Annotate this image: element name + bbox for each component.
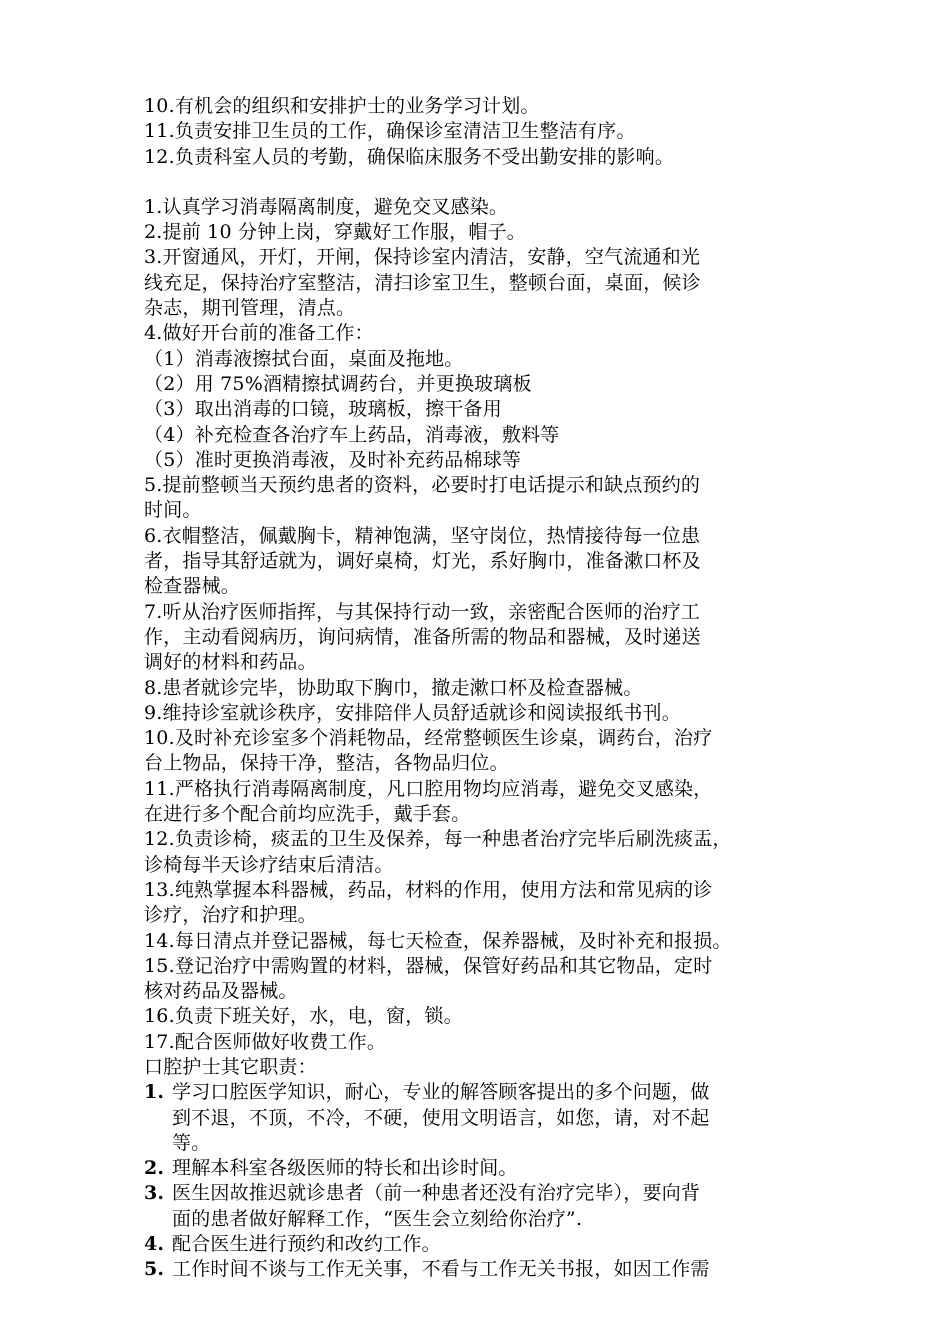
paragraph-line: 8.患者就诊完毕，协助取下胸巾，撤走漱口杯及检查器械。	[144, 676, 643, 699]
paragraph-line: 13.纯熟掌握本科器械，药品，材料的作用，使用方法和常见病的诊	[144, 878, 713, 901]
list-item-line: 工作时间不谈与工作无关事，不看与工作无关书报，如因工作需	[172, 1258, 710, 1281]
list-number: 2.	[144, 1157, 165, 1180]
paragraph-line: 1.认真学习消毒隔离制度，避免交叉感染。	[144, 195, 509, 218]
paragraph-line: （3）取出消毒的口镜，玻璃板，擦干备用	[144, 398, 502, 421]
list-item-line: 配合医生进行预约和改约工作。	[172, 1233, 441, 1256]
paragraph-line: 9.维持诊室就诊秩序，安排陪伴人员舒适就诊和阅读报纸书刊。	[144, 701, 681, 724]
list-item	[144, 1181, 824, 1232]
paragraph-line: 诊椅每半天诊疗结束后清洁。	[144, 853, 394, 876]
paragraph-line: 12.负责科室人员的考勤，确保临床服务不受出勤安排的影响。	[144, 145, 675, 168]
paragraph-line: 11.负责安排卫生员的工作，确保诊室清洁卫生整洁有序。	[144, 120, 636, 143]
paragraph-line: 线充足，保持治疗室整洁，清扫诊室卫生，整顿台面，桌面，候诊	[144, 271, 701, 294]
paragraph-line: 14.每日清点并登记器械，每七天检查，保养器械，及时补充和报损。	[144, 929, 732, 952]
paragraph-line: 作，主动看阅病历，询问病情，准备所需的物品和器械，及时递送	[144, 625, 701, 648]
list-item-line: 面的患者做好解释工作，“医生会立刻给你治疗”.	[172, 1207, 583, 1230]
document-page	[144, 94, 824, 1283]
other-duties-list	[144, 1080, 824, 1282]
list-item-line: 理解本科室各级医师的特长和出诊时间。	[172, 1157, 518, 1180]
paragraph-line: 3.开窗通风，开灯，开闸，保持诊室内清洁，安静，空气流通和光	[144, 246, 701, 269]
paragraph-line: （2）用 75%酒精擦拭调药台，并更换玻璃板	[144, 372, 532, 395]
list-item	[144, 1257, 824, 1282]
list-item-line: 到不退，不顶，不冷，不硬，使用文明语言，如您，请，对不起	[172, 1106, 710, 1129]
paragraph-line: 7.听从治疗医师指挥，与其保持行动一致，亲密配合医师的治疗工	[144, 600, 701, 623]
paragraph-line: 12.负责诊椅，痰盂的卫生及保养，每一种患者治疗完毕后刷洗痰盂，	[144, 828, 732, 851]
list-number: 5.	[144, 1258, 165, 1281]
list-item	[144, 1232, 824, 1257]
duty-list-head-nurse	[144, 94, 824, 170]
paragraph-line: 核对药品及器械。	[144, 980, 298, 1003]
paragraph-line: 台上物品，保持干净，整洁，各物品归位。	[144, 752, 509, 775]
paragraph-line: （4）补充检查各治疗车上药品，消毒液，敷料等	[144, 423, 560, 446]
paragraph-line: 4.做好开台前的准备工作：	[144, 322, 374, 345]
duty-list-nurse	[144, 195, 824, 1080]
list-number: 4.	[144, 1233, 165, 1256]
paragraph-line: 16.负责下班关好，水，电，窗，锁。	[144, 1005, 463, 1028]
paragraph-line: 5.提前整顿当天预约患者的资料，必要时打电话提示和缺点预约的	[144, 474, 701, 497]
paragraph-line: 15.登记治疗中需购置的材料，器械，保管好药品和其它物品，定时	[144, 954, 713, 977]
paragraph-line: 11.严格执行消毒隔离制度，凡口腔用物均应消毒，避免交叉感染，	[144, 777, 713, 800]
list-item-line: 学习口腔医学知识，耐心，专业的解答顾客提出的多个问题，做	[172, 1081, 710, 1104]
paragraph-line: 2.提前 10 分钟上岗，穿戴好工作服，帽子。	[144, 221, 526, 244]
list-number: 1.	[144, 1081, 165, 1104]
paragraph-line: 10.有机会的组织和安排护士的业务学习计划。	[144, 95, 540, 117]
paragraph-line: 17.配合医师做好收费工作。	[144, 1030, 387, 1053]
section-heading-other-duties: 口腔护士其它职责：	[144, 1055, 317, 1078]
list-item-line: 医生因故推迟就诊患者（前一种患者还没有治疗完毕），要向背	[172, 1182, 701, 1205]
paragraph-line: 在进行多个配合前均应洗手，戴手套。	[144, 803, 471, 826]
list-number: 3.	[144, 1182, 165, 1205]
paragraph-line: 6.衣帽整洁，佩戴胸卡，精神饱满，坚守岗位，热情接待每一位患	[144, 524, 701, 547]
paragraph-line: 杂志，期刊管理，清点。	[144, 297, 356, 320]
blank-line	[144, 170, 824, 195]
paragraph-line: 时间。	[144, 499, 202, 522]
list-item-line: 等。	[172, 1131, 211, 1154]
paragraph-line: 10.及时补充诊室多个消耗物品，经常整顿医生诊桌，调药台，治疗	[144, 727, 713, 750]
paragraph-line: 诊疗，治疗和护理。	[144, 904, 317, 927]
paragraph-line: 调好的材料和药品。	[144, 651, 317, 674]
list-item	[144, 1080, 824, 1156]
list-item	[144, 1156, 824, 1181]
paragraph-line: 检查器械。	[144, 575, 241, 598]
paragraph-line: 者，指导其舒适就为，调好桌椅，灯光，系好胸巾，准备漱口杯及	[144, 550, 701, 573]
paragraph-line: （1）消毒液擦拭台面，桌面及拖地。	[144, 347, 464, 370]
paragraph-line: （5）准时更换消毒液，及时补充药品棉球等	[144, 448, 522, 471]
